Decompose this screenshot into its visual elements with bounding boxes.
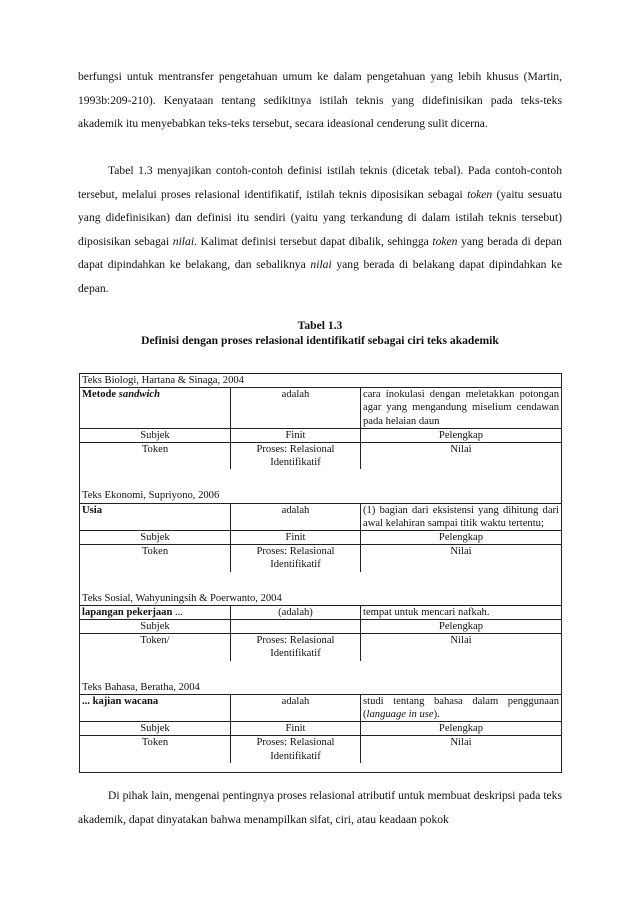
table-verb-cell: adalah	[231, 388, 361, 429]
table-definition-cell	[361, 503, 562, 530]
table-role-cell: Proses: Relasional Identifikatif	[231, 443, 361, 470]
table-role-cell: Proses: Relasional Identifikatif	[231, 736, 361, 763]
definition-table	[79, 373, 562, 773]
p2-part-b: (yaitu sesuatu yang didefinisikan) dan definisi itu sendiri (yaitu yang terkandung di dalam istilah teknis tersebut) diposisikan sebagai	[78, 187, 562, 248]
table-source-row	[80, 374, 562, 388]
table-clause-row	[80, 694, 562, 721]
table-source-row	[80, 592, 562, 606]
table-clause-row	[80, 503, 562, 530]
table-number: Tabel 1.3	[297, 319, 343, 332]
table-role-cell	[231, 620, 361, 634]
table-definition-cell	[361, 694, 562, 721]
table-role-row	[80, 620, 562, 634]
table-role-cell: Pelengkap	[361, 428, 562, 442]
table-role-cell: Pelengkap	[361, 722, 562, 736]
table-term-cell	[80, 388, 231, 429]
table-gap-row	[80, 469, 562, 489]
table-role-cell: Token	[80, 545, 231, 572]
table-term-cell	[80, 605, 231, 619]
table-gap-cell	[80, 572, 562, 592]
table-verb-cell: (adalah)	[231, 605, 361, 619]
table-role-cell: Subjek	[80, 428, 231, 442]
table-gap-row	[80, 763, 562, 773]
table-gap-cell	[80, 661, 562, 681]
table-role-cell: Pelengkap	[361, 620, 562, 634]
table-role-cell: Finit	[231, 531, 361, 545]
p2-term-token-2: token	[432, 234, 458, 248]
table-source-cell: Teks Bahasa, Beratha, 2004	[80, 681, 562, 695]
term-text: Usia	[82, 504, 103, 516]
term-text: lapangan pekerjaan	[82, 606, 173, 618]
table-role-cell: Finit	[231, 428, 361, 442]
paragraph-intro	[78, 65, 562, 136]
table-definition-cell	[361, 388, 562, 429]
term-italic: sandwich	[118, 389, 160, 401]
table-term-cell	[80, 503, 231, 530]
p2-term-token: token	[467, 187, 493, 201]
paragraph-attributive	[78, 784, 562, 831]
definition-text: studi tentang bahasa dalam penggunaan (	[363, 695, 559, 721]
table-source-cell: Teks Ekonomi, Supriyono, 2006	[80, 489, 562, 503]
table-source-row	[80, 681, 562, 695]
table-verb-cell: adalah	[231, 503, 361, 530]
table-role-row	[80, 443, 562, 470]
table-role-cell: Proses: Relasional Identifikatif	[231, 545, 361, 572]
term-text: Metode	[82, 389, 119, 401]
paragraph-table-description	[78, 159, 562, 301]
table-clause-row	[80, 388, 562, 429]
table-role-cell: Nilai	[361, 736, 562, 763]
p2-part-c: . Kalimat definisi tersebut dapat dibalik, sehingga	[194, 234, 433, 248]
table-role-cell: Token	[80, 736, 231, 763]
definition-text: tempat untuk mencari nafkah.	[363, 606, 490, 618]
table-definition-cell	[361, 605, 562, 619]
p2-part-a: Tabel 1.3 menyajikan contoh-contoh definisi istilah teknis (dicetak tebal). Pada contoh-contoh tersebut, melalui proses relasional identifikatif, istilah teknis diposisikan sebagai	[78, 164, 562, 201]
p2-part-e: yang berada di belakang dapat dipindahkan ke depan.	[78, 258, 562, 295]
table-gap-row	[80, 572, 562, 592]
p2-part-d: yang berada di depan dapat dipindahkan ke belakang, dan sebaliknya	[78, 234, 562, 272]
definition-text: cara inokulasi dengan meletakkan potongan agar yang mengandung miselium cendawan pada helaian daun	[363, 389, 559, 427]
table-role-cell: Nilai	[361, 443, 562, 470]
table-role-row	[80, 428, 562, 442]
table-gap-cell	[80, 469, 562, 489]
table-role-row	[80, 634, 562, 661]
table-gap-cell	[80, 763, 562, 773]
table-role-cell: Finit	[231, 722, 361, 736]
term-text: kajian wacana	[92, 695, 159, 707]
table-role-row	[80, 722, 562, 736]
table-source-row	[80, 489, 562, 503]
table-role-cell: Token	[80, 443, 231, 470]
table-term-cell	[80, 694, 231, 721]
table-role-cell: Subjek	[80, 620, 231, 634]
paragraph-attributive-text: Di pihak lain, mengenai pentingnya proses relasional atributif untuk membuat deskripsi pada teks akademik, dapat dinyatakan bahwa menampilkan sifat, ciri, atau keadaan pokok	[78, 789, 562, 826]
table-role-cell: Subjek	[80, 531, 231, 545]
p2-term-nilai-2: nilai	[310, 258, 332, 272]
table-role-row	[80, 531, 562, 545]
term-prefix: ...	[82, 695, 93, 707]
table-gap-row	[80, 661, 562, 681]
term-suffix: ...	[172, 606, 183, 618]
table-role-cell: Proses: Relasional Identifikatif	[231, 634, 361, 661]
table-role-cell: Nilai	[361, 545, 562, 572]
table-role-cell: Subjek	[80, 722, 231, 736]
table-role-cell: Nilai	[361, 634, 562, 661]
definition-tail: ).	[433, 709, 440, 721]
table-caption: Definisi dengan proses relasional identifikatif sebagai ciri teks akademik	[141, 334, 499, 347]
table-role-row	[80, 545, 562, 572]
table-source-cell: Teks Sosial, Wahyuningsih & Poerwanto, 2004	[80, 592, 562, 606]
table-role-cell: Token/	[80, 634, 231, 661]
table-verb-cell: adalah	[231, 694, 361, 721]
table-clause-row	[80, 605, 562, 619]
table-source-cell: Teks Biologi, Hartana & Sinaga, 2004	[80, 374, 562, 388]
table-role-cell: Pelengkap	[361, 531, 562, 545]
paragraph-intro-text: berfungsi untuk mentransfer pengetahuan umum ke dalam pengetahuan yang lebih khusus (Martin, 1993b:209-210). Kenyataan tentang sedikitnya istilah teknis yang didefinisikan pada teks-teks akademik itu menyebabkan teks-teks tersebut, secara ideasional cenderung sulit dicerna.	[78, 70, 562, 131]
table-role-row	[80, 736, 562, 763]
definition-text: (1) bagian dari eksistensi yang dihitung dari awal kelahiran sampai titik waktu tertentu;	[363, 504, 559, 529]
definition-italic: language in use	[366, 709, 434, 721]
p2-term-nilai: nilai	[172, 234, 195, 248]
